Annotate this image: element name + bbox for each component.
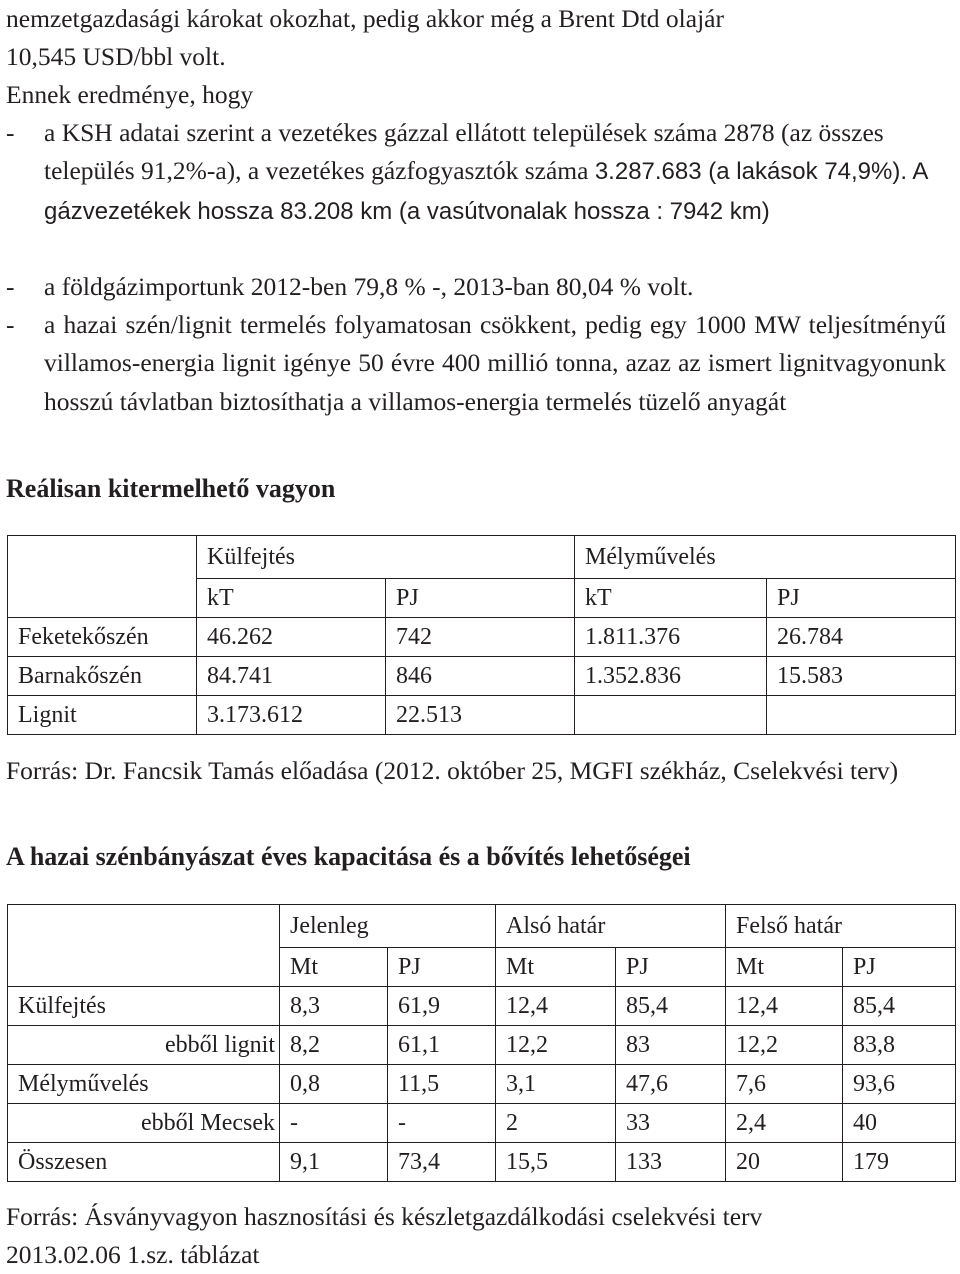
table-cell: 83 bbox=[616, 1026, 726, 1065]
table-cell: 2,4 bbox=[726, 1104, 843, 1143]
table1-title: Reálisan kitermelhető vagyon bbox=[6, 474, 336, 503]
row-label: Mélyművelés bbox=[8, 1065, 280, 1104]
group-header: Alsó határ bbox=[496, 905, 726, 948]
table-cell: 85,4 bbox=[616, 987, 726, 1026]
table-cell: 3,1 bbox=[496, 1065, 616, 1104]
unit-header: PJ bbox=[386, 579, 575, 618]
table-cell: 846 bbox=[386, 657, 575, 696]
table2-source-line-2: 2013.02.06 1.sz. táblázat bbox=[6, 1240, 260, 1269]
table-row bbox=[8, 1104, 956, 1143]
unit-header: PJ bbox=[616, 948, 726, 987]
unit-header: kT bbox=[575, 579, 767, 618]
bullet-dash: - bbox=[6, 118, 15, 147]
row-label: ebből Mecsek bbox=[8, 1104, 280, 1143]
table-cell: 12,2 bbox=[496, 1026, 616, 1065]
table-row bbox=[8, 1065, 956, 1104]
row-label: Lignit bbox=[8, 696, 197, 735]
unit-header: Mt bbox=[280, 948, 388, 987]
bullet-gas-network bbox=[6, 114, 956, 268]
group-header: Mélyművelés bbox=[575, 536, 956, 579]
table-cell: 26.784 bbox=[767, 618, 956, 657]
table-cell: 84.741 bbox=[197, 657, 386, 696]
bullet-gas-part-sans: 3.287.683 (a lakások 74,9%). A gázvezetékek hossza 83.208 km (a vasútvonalak hossza : 7942 km) bbox=[44, 158, 928, 225]
table-row bbox=[8, 696, 956, 735]
table-cell: 12,2 bbox=[726, 1026, 843, 1065]
table-cell: 40 bbox=[843, 1104, 956, 1143]
bullet-dash: - bbox=[6, 310, 15, 339]
table-cell: 8,3 bbox=[280, 987, 388, 1026]
table-cell: 46.262 bbox=[197, 618, 386, 657]
row-label: ebből lignit bbox=[8, 1026, 280, 1065]
table-cell: - bbox=[388, 1104, 496, 1143]
row-label: Feketekőszén bbox=[8, 618, 197, 657]
unit-header: Mt bbox=[726, 948, 843, 987]
table-cell: 2 bbox=[496, 1104, 616, 1143]
table-cell: 33 bbox=[616, 1104, 726, 1143]
bullet-lignit bbox=[6, 306, 956, 460]
table-row bbox=[8, 657, 956, 696]
capacity-table bbox=[7, 904, 956, 1182]
table2-source-line-1: Forrás: Ásványvagyon hasznosítási és készletgazdálkodási cselekvési terv bbox=[6, 1202, 763, 1231]
unit-header: Mt bbox=[496, 948, 616, 987]
table-row bbox=[8, 618, 956, 657]
table-cell: 133 bbox=[616, 1143, 726, 1182]
reserves-table bbox=[7, 535, 956, 735]
table-cell: 15,5 bbox=[496, 1143, 616, 1182]
table-cell: 15.583 bbox=[767, 657, 956, 696]
table-cell: 1.352.836 bbox=[575, 657, 767, 696]
table-cell: 742 bbox=[386, 618, 575, 657]
table-cell: 61,9 bbox=[388, 987, 496, 1026]
table-cell: 8,2 bbox=[280, 1026, 388, 1065]
table-cell: 47,6 bbox=[616, 1065, 726, 1104]
unit-header: PJ bbox=[843, 948, 956, 987]
group-header: Jelenleg bbox=[280, 905, 496, 948]
table-row bbox=[8, 536, 956, 579]
table-cell: 83,8 bbox=[843, 1026, 956, 1065]
table-cell: 9,1 bbox=[280, 1143, 388, 1182]
unit-header: kT bbox=[197, 579, 386, 618]
table-cell: 12,4 bbox=[726, 987, 843, 1026]
bullet-gas-import bbox=[6, 268, 956, 306]
unit-header: PJ bbox=[388, 948, 496, 987]
row-label: Barnakőszén bbox=[8, 657, 197, 696]
table-cell: 1.811.376 bbox=[575, 618, 767, 657]
bullet-dash: - bbox=[6, 272, 15, 301]
bullet-gas-part-serif: a KSH adatai szerint a vezetékes gázzal ellátott települések száma 2878 (az összes település 91,2%-a), a vezetékes gázfogyasztók száma bbox=[44, 118, 884, 186]
row-label: Összesen bbox=[8, 1143, 280, 1182]
bullet-text bbox=[44, 114, 946, 231]
bullet-text: a hazai szén/lignit termelés folyamatosan csökkent, pedig egy 1000 MW teljesítményű villamos-energia lignit igénye 50 évre 400 millió tonna, azaz az ismert lignitvagyonunk hosszú távlatban biztosíthatja a villamos-energia termelés tüzelő anyagát bbox=[44, 310, 946, 416]
table-cell: 12,4 bbox=[496, 987, 616, 1026]
table-row bbox=[8, 905, 956, 948]
bullet-text: a földgázimportunk 2012-ben 79,8 % -, 2013-ban 80,04 % volt. bbox=[44, 272, 694, 301]
table-cell: 93,6 bbox=[843, 1065, 956, 1104]
row-label: Külfejtés bbox=[8, 987, 280, 1026]
table-cell: 85,4 bbox=[843, 987, 956, 1026]
intro-line-3: Ennek eredménye, hogy bbox=[6, 80, 254, 109]
table-row bbox=[8, 987, 956, 1026]
table-cell: 61,1 bbox=[388, 1026, 496, 1065]
table-row bbox=[8, 1026, 956, 1065]
unit-header: PJ bbox=[767, 579, 956, 618]
table-cell: 3.173.612 bbox=[197, 696, 386, 735]
intro-line-1: nemzetgazdasági károkat okozhat, pedig akkor még a Brent Dtd olajár bbox=[6, 4, 724, 33]
table-cell: 0,8 bbox=[280, 1065, 388, 1104]
table-cell: 7,6 bbox=[726, 1065, 843, 1104]
group-header: Külfejtés bbox=[197, 536, 575, 579]
intro-line-2: 10,545 USD/bbl volt. bbox=[6, 42, 226, 71]
table-cell: 73,4 bbox=[388, 1143, 496, 1182]
table-cell: 11,5 bbox=[388, 1065, 496, 1104]
table-cell: - bbox=[280, 1104, 388, 1143]
table-cell: 22.513 bbox=[386, 696, 575, 735]
table-cell bbox=[575, 696, 767, 735]
table-row bbox=[8, 1143, 956, 1182]
table1-source: Forrás: Dr. Fancsik Tamás előadása (2012. október 25, MGFI székház, Cselekvési terv) bbox=[6, 756, 899, 785]
table-cell: 179 bbox=[843, 1143, 956, 1182]
table2-title: A hazai szénbányászat éves kapacitása és a bővítés lehetőségei bbox=[6, 842, 691, 871]
table-cell: 20 bbox=[726, 1143, 843, 1182]
table-cell bbox=[767, 696, 956, 735]
empty-cell bbox=[8, 905, 280, 987]
empty-cell bbox=[8, 536, 197, 618]
group-header: Felső határ bbox=[726, 905, 956, 948]
